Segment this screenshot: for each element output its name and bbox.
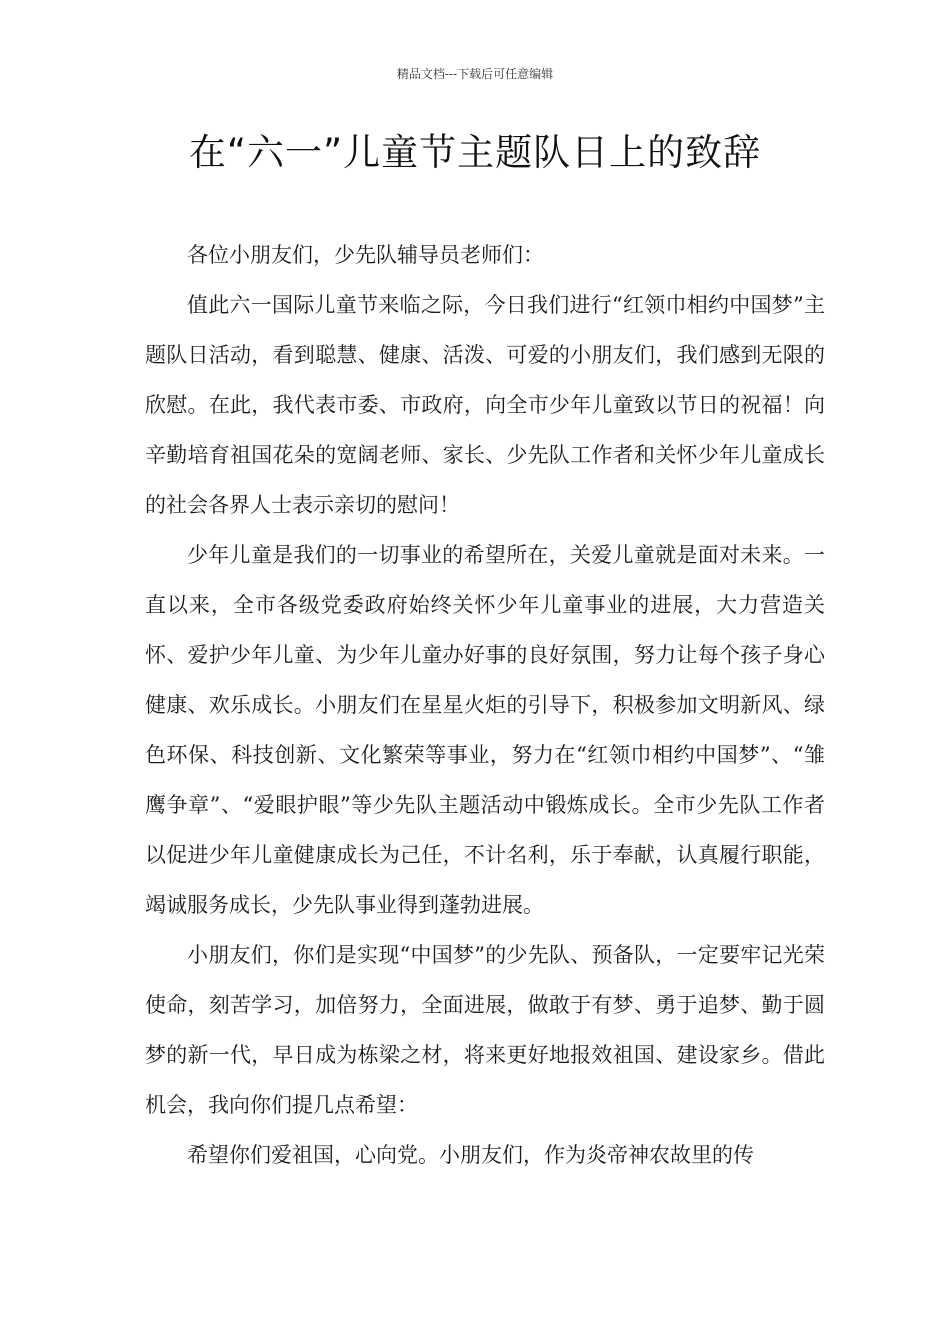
document-body [145, 230, 825, 1180]
paragraph-3: 小朋友们，你们是实现“中国梦”的少先队、预备队，一定要牢记光荣使命，刻苦学习，加倍努力，全面进展，做敢于有梦、勇于追梦、勤于圆梦的新一代，早日成为栋梁之材，将来更好地报效祖国、建设家乡。借此机会，我向你们提几点希望： [145, 943, 825, 1117]
paragraph-2: 少年儿童是我们的一切事业的希望所在，关爱儿童就是面对未来。一直以来，全市各级党委政府始终关怀少年儿童事业的进展，大力营造关怀、爱护少年儿童、为少年儿童办好事的良好氛围，努力让每个孩子身心健康、欢乐成长。小朋友们在星星火炬的引导下，积极参加文明新风、绿色环保、科技创新、文化繁荣等事业，努力在“红领巾相约中国梦”、“雏鹰争章”、“爱眼护眼”等少先队主题活动中锻炼成长。全市少先队工作者以促进少年儿童健康成长为己任，不计名利，乐于奉献，认真履行职能，竭诚服务成长，少先队事业得到蓬勃进展。 [145, 543, 825, 917]
page-title: 在“六一”儿童节主题队日上的致辞 [188, 131, 762, 174]
paragraph-1: 值此六一国际儿童节来临之际，今日我们进行“红领巾相约中国梦”主题队日活动，看到聪慧、健康、活泼、可爱的小朋友们，我们感到无限的欣慰。在此，我代表市委、市政府，向全市少年儿童致以节日的祝福！向辛勤培育祖国花朵的宽阔老师、家长、少先队工作者和关怀少年儿童成长的社会各界人士表示亲切的慰问！ [145, 293, 825, 517]
paragraph-salutation: 各位小朋友们，少先队辅导员老师们： [187, 243, 544, 267]
paragraph-4: 希望你们爱祖国，心向党。小朋友们，作为炎帝神农故里的传 [187, 1143, 754, 1167]
header-note: 精品文档---下载后可任意编辑 [396, 67, 554, 81]
